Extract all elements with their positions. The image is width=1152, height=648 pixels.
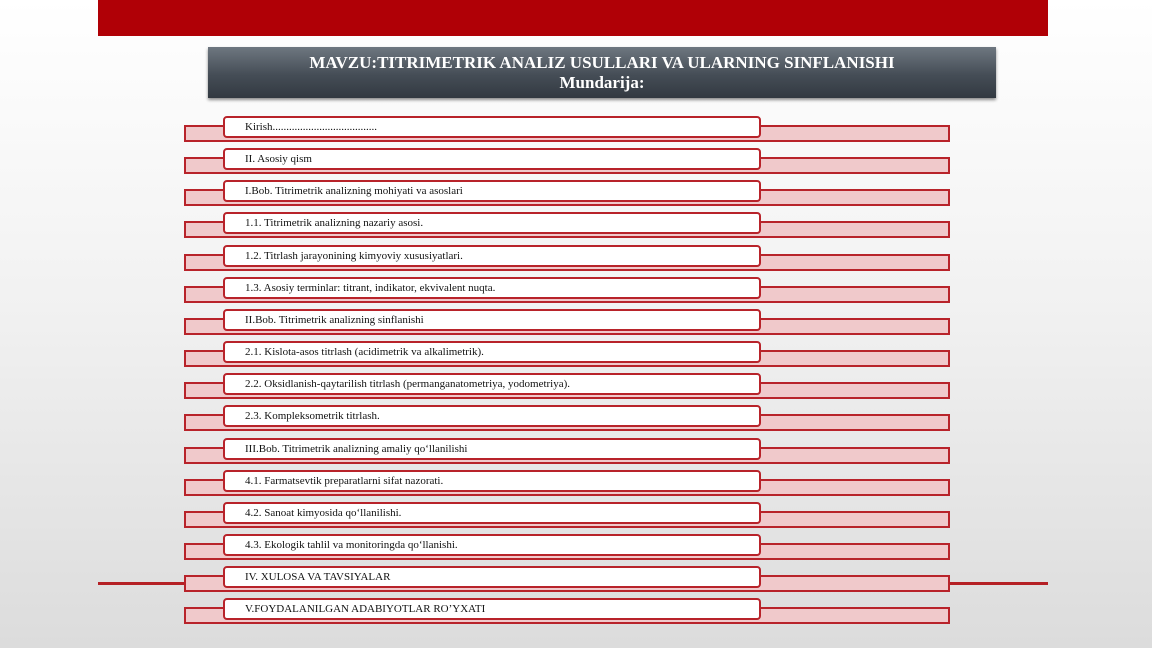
- toc-row: [0, 598, 1152, 628]
- toc-row: [0, 212, 1152, 242]
- toc-item: 4.1. Farmatsevtik preparatlarni sifat nazorati.: [223, 470, 761, 492]
- toc-row: [0, 309, 1152, 339]
- toc-row: [0, 116, 1152, 146]
- slide-title: MAVZU:TITRIMETRIK ANALIZ USULLARI VA ULARNING SINFLANISHI: [309, 53, 895, 72]
- toc-item: V.FOYDALANILGAN ADABIYOTLAR RO’YXATI: [223, 598, 761, 620]
- toc-item: Kirish......................................: [223, 116, 761, 138]
- toc-item: 1.1. Titrimetrik analizning nazariy asosi.: [223, 212, 761, 234]
- toc-row: [0, 566, 1152, 596]
- toc-row: [0, 405, 1152, 435]
- toc-item: 2.1. Kislota-asos titrlash (acidimetrik va alkalimetrik).: [223, 341, 761, 363]
- toc-row: [0, 245, 1152, 275]
- toc-item: I.Bob. Titrimetrik analizning mohiyati va asoslari: [223, 180, 761, 202]
- toc-row: [0, 277, 1152, 307]
- toc-item: 1.3. Asosiy terminlar: titrant, indikator, ekvivalent nuqta.: [223, 277, 761, 299]
- toc-item: 1.2. Titrlash jarayonining kimyoviy xususiyatlari.: [223, 245, 761, 267]
- toc-item: 2.3. Kompleksometrik titrlash.: [223, 405, 761, 427]
- toc-item: IV. XULOSA VA TAVSIYALAR: [223, 566, 761, 588]
- toc-row: [0, 534, 1152, 564]
- header-accent-bar: [98, 0, 1048, 36]
- slide-subtitle: Mundarija:: [559, 73, 645, 92]
- toc-item: 2.2. Oksidlanish-qaytarilish titrlash (permanganatometriya, yodometriya).: [223, 373, 761, 395]
- toc-row: [0, 341, 1152, 371]
- slide-title-box: [208, 47, 996, 98]
- toc-row: [0, 373, 1152, 403]
- toc-item: II.Bob. Titrimetrik analizning sinflanishi: [223, 309, 761, 331]
- toc-row: [0, 148, 1152, 178]
- toc-row: [0, 180, 1152, 210]
- toc-row: [0, 438, 1152, 468]
- toc-item: 4.2. Sanoat kimyosida qo‘llanilishi.: [223, 502, 761, 524]
- toc-row: [0, 502, 1152, 532]
- toc-item: 4.3. Ekologik tahlil va monitoringda qo‘llanishi.: [223, 534, 761, 556]
- toc-row: [0, 470, 1152, 500]
- toc-item: III.Bob. Titrimetrik analizning amaliy qo‘llanilishi: [223, 438, 761, 460]
- toc-item: II. Asosiy qism: [223, 148, 761, 170]
